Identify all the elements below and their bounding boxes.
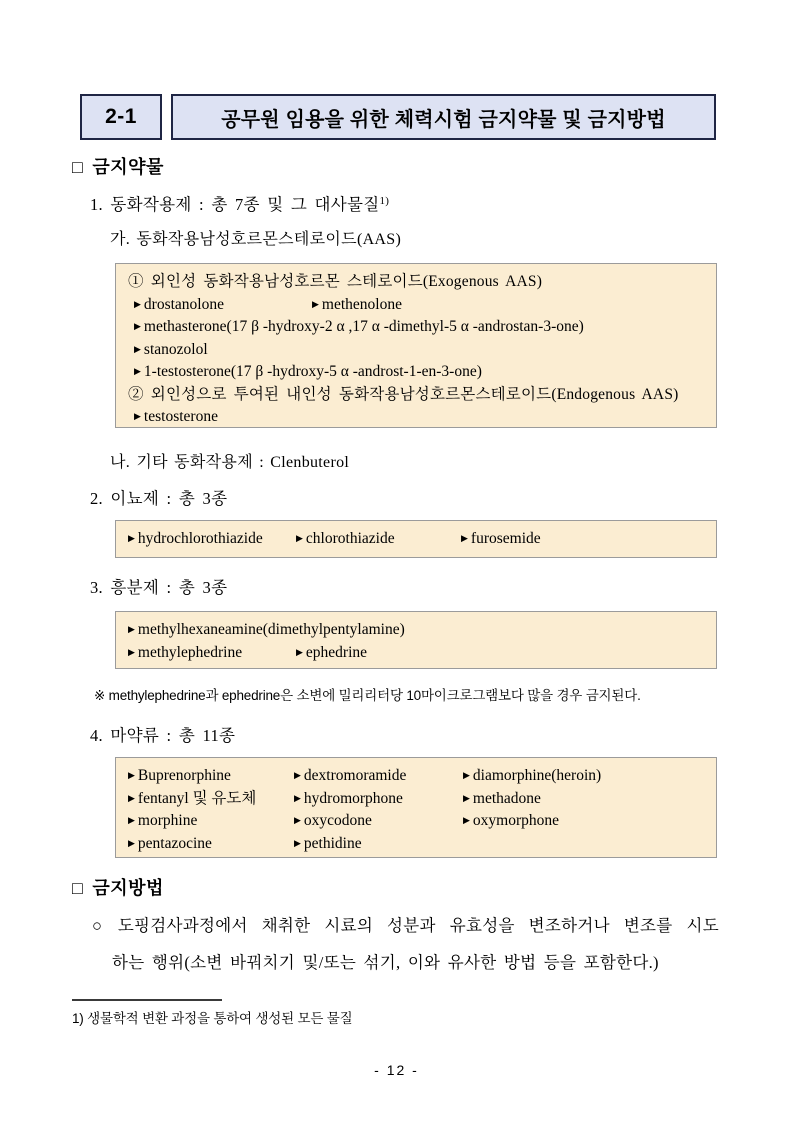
footnote-text: 1) 생물학적 변환 과정을 통하여 생성된 모든 물질 (72, 1011, 353, 1026)
drug-entry (296, 528, 461, 551)
drug-name: Buprenorphine (137, 767, 231, 784)
stimulants-row-2 (128, 642, 704, 665)
drug-entry (294, 810, 463, 833)
methods-text-line2: 하는 행위(소변 바꿔치기 및/또는 섞기, 이와 유사한 방법 등을 포함한다.) (112, 953, 659, 972)
methods-text-line1: 도핑검사과정에서 채취한 시료의 성분과 유효성을 변조하거나 변조를 시도 (117, 916, 719, 935)
drug-entry (463, 810, 559, 833)
drug-entry (294, 765, 463, 788)
bullet-icon: ▶ (128, 838, 135, 849)
section-number: 2-1 (105, 105, 137, 128)
drug-entry (294, 788, 463, 811)
aas-row-5 (128, 406, 704, 429)
narcotics-row (128, 788, 704, 811)
bullet-icon: ▶ (294, 793, 301, 804)
bullet-icon: ▶ (294, 771, 301, 781)
narcotics-row (128, 810, 704, 833)
prohibited-drugs-heading (72, 153, 164, 179)
square-bullet-icon: □ (72, 157, 84, 177)
methods-paragraph-line1 (92, 912, 719, 936)
prohibited-methods-heading-label: 금지방법 (92, 878, 164, 898)
aas-row-4 (128, 361, 704, 384)
stimulants-row-1 (128, 619, 704, 642)
anabolic-label-line (90, 191, 389, 215)
bullet-icon: ▶ (128, 793, 135, 804)
stimulants-box (115, 611, 717, 669)
drug-entry (128, 810, 294, 833)
drug-entry (128, 765, 294, 788)
drug-entry (134, 294, 312, 317)
drug-name: stanozolol (143, 340, 208, 358)
footnote-divider (72, 999, 222, 1001)
anabolic-sub-other: 나. 기타 동화작용제 : Clenbuterol (110, 454, 350, 471)
anabolic-label: 1. 동화작용제 : 총 7종 및 그 대사물질 (90, 195, 380, 214)
bullet-icon: ▶ (463, 793, 470, 804)
drug-entry (461, 528, 541, 551)
drug-entry (128, 619, 405, 642)
drug-entry (463, 765, 601, 788)
section-title: 공무원 임용을 위한 체력시험 금지약물 및 금지방법 (221, 108, 666, 131)
circle-bullet-icon: ○ (92, 916, 110, 935)
bullet-icon: ▶ (128, 771, 135, 781)
drug-entry (134, 339, 208, 362)
drug-name: pentazocine (137, 834, 212, 852)
aas-row-1 (128, 294, 704, 317)
drug-name: dextromoramide (303, 767, 407, 784)
drug-entry (134, 406, 218, 429)
drug-name: fentanyl 및 유도체 (137, 789, 257, 807)
drug-entry (294, 833, 463, 856)
stimulants-label: 3. 흥분제 : 총 3종 (90, 578, 228, 597)
page-number: - 12 - (374, 1062, 419, 1078)
footnote-reference: 1) (379, 195, 390, 207)
endogenous-aas-heading: ② 외인성으로 투여된 내인성 동화작용남성호르몬스테로이드(Endogenous AAS) (128, 385, 679, 403)
drug-entry (128, 642, 296, 665)
narcotics-row (128, 765, 704, 788)
bullet-icon: ▶ (294, 838, 301, 849)
drug-name: diamorphine(heroin) (472, 767, 602, 784)
stimulants-note: ※ methylephedrine과 ephedrine은 소변에 밀리리터당 10마이크로그램보다 많을 경우 금지된다. (94, 688, 641, 703)
drug-name: hydrochlorothiazide (137, 530, 263, 547)
bullet-icon: ▶ (294, 816, 301, 826)
bullet-icon: ▶ (461, 534, 468, 544)
bullet-icon: ▶ (128, 816, 135, 826)
anabolic-sub-aas: 가. 동화작용남성호르몬스테로이드(AAS) (110, 231, 402, 248)
drug-name: drostanolone (143, 295, 224, 313)
narcotics-row (128, 833, 704, 856)
bullet-icon: ▶ (296, 647, 303, 658)
bullet-icon: ▶ (134, 412, 141, 422)
drug-entry (128, 833, 294, 856)
drug-name: methasterone(17 β -hydroxy-2 α ,17 α -dimethyl-5 α -androstan-3-one) (143, 318, 584, 335)
prohibited-methods-heading (72, 874, 164, 900)
drug-name: ephedrine (305, 643, 368, 661)
bullet-icon: ▶ (128, 647, 135, 658)
drug-entry (463, 788, 541, 811)
bullet-icon: ▶ (312, 299, 319, 310)
narcotics-label: 4. 마약류 : 총 11종 (90, 726, 236, 745)
drug-name: methylephedrine (137, 643, 243, 661)
section-number-box (80, 94, 162, 140)
drug-entry (134, 316, 584, 339)
diuretics-box (115, 520, 717, 558)
bullet-icon: ▶ (463, 771, 470, 781)
drug-entry (134, 361, 482, 384)
bullet-icon: ▶ (128, 534, 135, 544)
drug-name: chlorothiazide (305, 530, 395, 547)
drug-name: methylhexaneamine(dimethylpentylamine) (137, 621, 405, 638)
drug-name: 1-testosterone(17 β -hydroxy-5 α -androst-1-en-3-one) (143, 363, 482, 380)
header (80, 94, 716, 140)
square-bullet-icon: □ (72, 878, 84, 898)
drug-entry (296, 642, 367, 665)
drug-name: pethidine (303, 834, 362, 852)
drug-name: oxymorphone (472, 812, 560, 829)
drug-entry (312, 294, 402, 317)
section-title-box (171, 94, 716, 140)
prohibited-drugs-heading-label: 금지약물 (92, 157, 164, 177)
aas-row-3 (128, 339, 704, 362)
drug-name: furosemide (470, 530, 541, 547)
aas-row-2 (128, 316, 704, 339)
drug-entry (128, 788, 294, 811)
bullet-icon: ▶ (134, 367, 141, 377)
drug-name: oxycodone (303, 812, 372, 829)
drug-name: methadone (472, 789, 541, 807)
bullet-icon: ▶ (128, 625, 135, 635)
drug-name: testosterone (143, 408, 218, 425)
drug-name: hydromorphone (303, 789, 403, 807)
exogenous-aas-heading: ① 외인성 동화작용남성호르몬 스테로이드(Exogenous AAS) (128, 273, 543, 290)
aas-box (115, 263, 717, 428)
drug-entry (128, 528, 296, 551)
drug-name: methenolone (321, 295, 402, 313)
narcotics-box (115, 757, 717, 858)
bullet-icon: ▶ (134, 322, 141, 332)
diuretics-row (128, 528, 704, 551)
bullet-icon: ▶ (134, 344, 141, 355)
bullet-icon: ▶ (296, 534, 303, 544)
bullet-icon: ▶ (463, 816, 470, 826)
bullet-icon: ▶ (134, 299, 141, 310)
drug-name: morphine (137, 812, 198, 829)
diuretics-label: 2. 이뇨제 : 총 3종 (90, 489, 228, 508)
